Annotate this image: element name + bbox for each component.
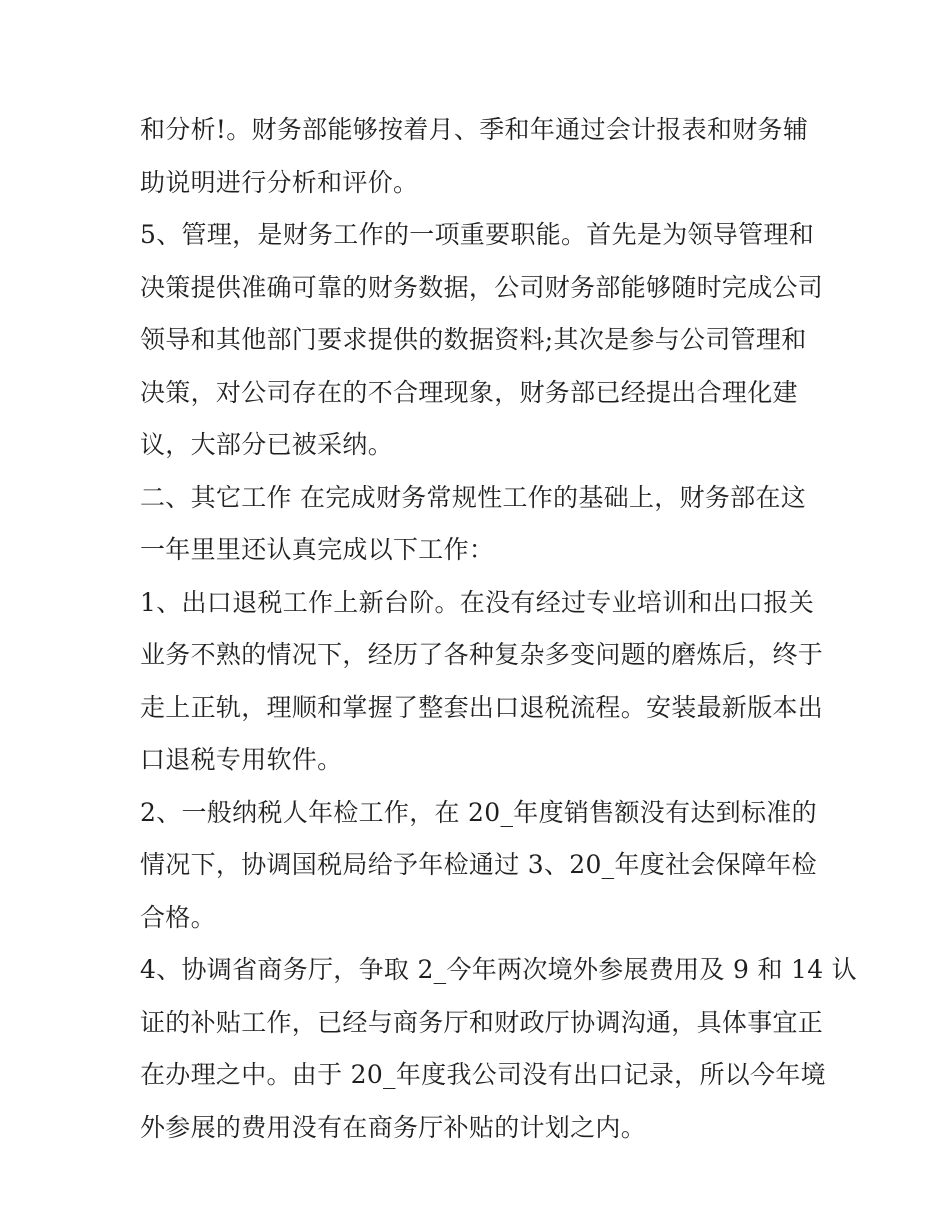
text-line: 一年里里还认真完成以下工作： [140, 535, 495, 564]
document-body [140, 104, 857, 1154]
text-line: 外参展的费用没有在商务厅补贴的计划之内。 [140, 1112, 647, 1142]
text-line: 5、管理，是财务工作的一项重要职能。首先是为领导管理和 [140, 220, 815, 249]
text-line: 领导和其他部门要求提供的数据资料;其次是参与公司管理和 [140, 325, 807, 354]
text-line: 口退税专用软件。 [140, 745, 343, 774]
text-line: 决策，对公司存在的不合理现象，财务部已经提出合理化建 [140, 377, 798, 407]
text-line: 走上正轨，理顺和掌握了整套出口退税流程。安装最新版本出 [140, 692, 824, 722]
text-line: 情况下，协调国税局给予年检通过 3、20_年度社会保障年检 [140, 850, 817, 879]
text-line: 助说明进行分析和评价。 [140, 167, 419, 197]
text-line: 业务不熟的情况下，经历了各种复杂多变问题的磨炼后，终于 [140, 640, 824, 669]
text-line: 二、其它工作 在完成财务常规性工作的基础上，财务部在这 [140, 482, 807, 512]
text-line: 议，大部分已被采纳。 [140, 430, 394, 459]
text-line: 决策提供准确可靠的财务数据，公司财务部能够随时完成公司 [140, 272, 824, 302]
text-line: 2、一般纳税人年检工作，在 20_年度销售额没有达到标准的 [140, 797, 817, 827]
text-line: 在办理之中。由于 20_年度我公司没有出口记录，所以今年境 [140, 1060, 826, 1089]
text-line: 1、出口退税工作上新台阶。在没有经过专业培训和出口报关 [140, 587, 815, 617]
text-line: 证的补贴工作，已经与商务厅和财政厅协调沟通，具体事宜正 [140, 1007, 824, 1037]
text-line: 和分析!。财务部能够按着月、季和年通过会计报表和财务辅 [140, 115, 809, 144]
text-line: 4、协调省商务厅，争取 2_今年两次境外参展费用及 9 和 14 认 [140, 955, 857, 984]
text-line: 合格。 [140, 902, 216, 932]
